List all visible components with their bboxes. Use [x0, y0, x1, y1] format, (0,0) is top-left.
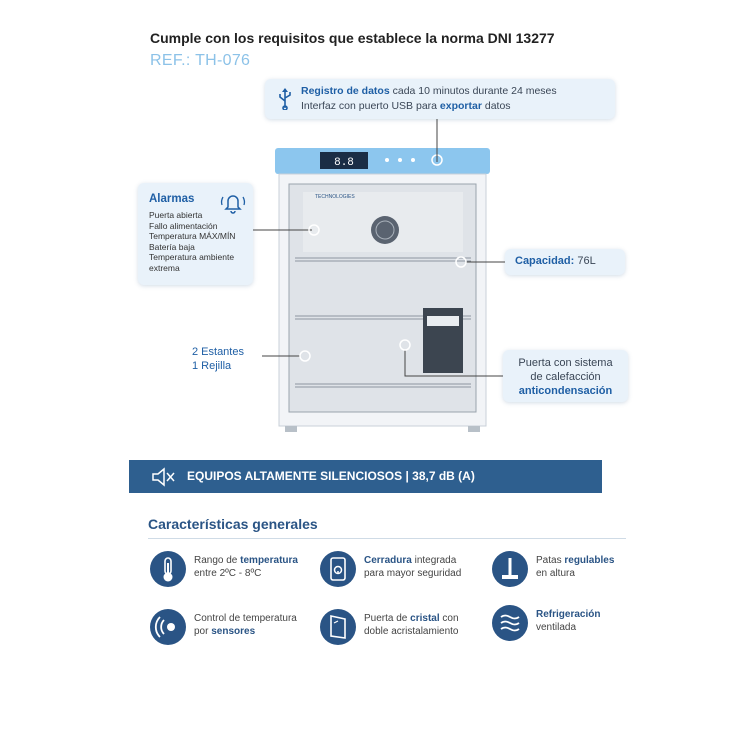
feature-text: Rango de temperatura entre 2ºC - 8ºC [194, 555, 298, 579]
alarm-item: Puerta abierta [149, 210, 203, 220]
lock-icon [320, 551, 356, 587]
glass-door-icon [320, 609, 356, 645]
fridge-button [398, 158, 402, 162]
usb-text-1: cada 10 minutos durante 24 meses [389, 85, 557, 97]
usb-highlight-2: exportar [439, 100, 482, 112]
alarm-item: Fallo alimentación [149, 220, 218, 231]
ventilation-icon [492, 605, 528, 641]
alarm-item: Temperatura ambiente [149, 252, 235, 262]
capacity-text [515, 255, 596, 267]
fridge-top-panel [275, 148, 490, 174]
feature-text: Refrigeración ventilada [536, 609, 601, 633]
usb-data-callout [265, 79, 615, 119]
usb-highlight-1: Registro de datos [301, 85, 390, 97]
door-line-1: Puerta con sistema [518, 357, 613, 369]
alarms-callout [138, 183, 253, 285]
fridge-brand: TECHNOLOGIES [315, 194, 355, 200]
silent-speaker-icon [151, 467, 177, 487]
sensor-icon [150, 609, 186, 645]
usb-text-2b: datos [481, 100, 511, 112]
feature-temperature-range [150, 551, 320, 591]
feature-lock [320, 551, 490, 591]
alarms-heading: Alarmas [149, 193, 195, 205]
noise-banner-text: EQUIPOS ALTAMENTE SILENCIOSOS | 38,7 dB (A) [187, 469, 475, 483]
feature-text: Control de temperatura por sensores [194, 613, 297, 637]
usb-icon [277, 88, 293, 110]
feature-glass-door [320, 609, 490, 649]
alarms-list [149, 210, 235, 273]
feature-adjustable-feet [492, 551, 662, 591]
usb-line-1 [301, 85, 557, 97]
feature-ventilation [492, 605, 662, 645]
shelves-callout [168, 342, 262, 378]
noise-banner [129, 460, 602, 493]
usb-text-2a: Interfaz con puerto USB para [301, 100, 440, 112]
capacity-callout [505, 249, 625, 275]
fridge-display-value: 8.8 [334, 157, 354, 169]
page-title: Cumple con los requisitos que establece la norma DNI 13277 [150, 30, 555, 46]
capacity-value: 76L [574, 255, 596, 267]
feature-text: Cerradura integrada para mayor seguridad [364, 555, 462, 579]
feature-sensors [150, 609, 320, 649]
fridge-fan [371, 216, 399, 244]
section-title: Características generales [148, 516, 318, 532]
thermometer-icon [150, 551, 186, 587]
alarm-item: extrema [149, 262, 180, 273]
capacity-label: Capacidad: [515, 255, 575, 267]
alarm-item: Batería baja [149, 241, 195, 252]
divider [148, 538, 626, 539]
fridge-button [411, 158, 415, 162]
adjustable-feet-icon [492, 551, 528, 587]
fridge-illustration [275, 148, 490, 433]
alarm-item: Temperatura MÁX/MÍN [149, 231, 236, 241]
feature-text: Puerta de cristal con doble acristalamiento [364, 613, 459, 637]
fridge-foot [468, 426, 480, 432]
shelves-line-1: 2 Estantes [192, 346, 244, 358]
shelves-line-2: 1 Rejilla [192, 360, 232, 372]
reference-code: REF.: TH-076 [150, 52, 251, 69]
fridge-label-sticker [427, 316, 459, 326]
feature-text: Patas regulables en altura [536, 555, 615, 579]
door-highlight: anticondensación [518, 385, 613, 397]
fridge-foot [285, 426, 297, 432]
usb-line-2 [301, 100, 511, 112]
door-callout [503, 350, 628, 402]
door-line-2: de calefacción [530, 371, 601, 383]
fridge-button [385, 158, 389, 162]
